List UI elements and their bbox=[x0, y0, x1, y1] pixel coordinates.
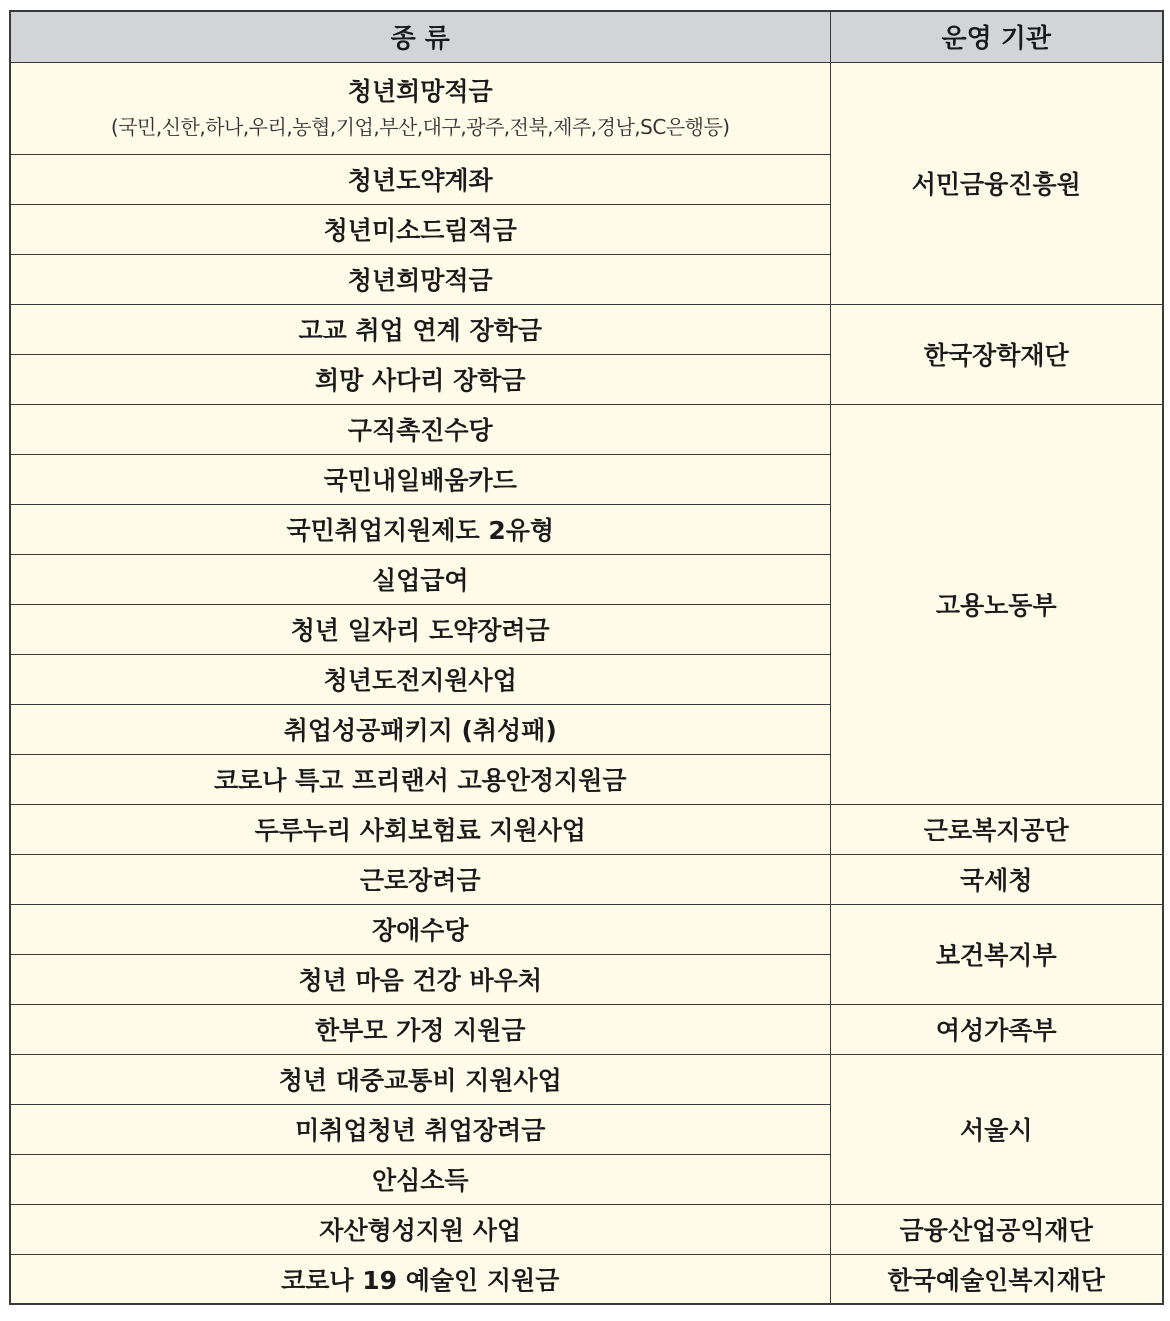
type-cell: 실업급여 bbox=[10, 554, 830, 604]
table-row bbox=[10, 304, 1163, 354]
org-cell: 한국예술인복지재단 bbox=[830, 1254, 1163, 1304]
type-cell: 청년 대중교통비 지원사업 bbox=[10, 1054, 830, 1104]
type-cell bbox=[10, 62, 830, 154]
type-name: 청년희망적금 bbox=[347, 76, 493, 106]
table-row bbox=[10, 904, 1163, 954]
org-column-header: 운영 기관 bbox=[830, 11, 1163, 62]
type-cell: 근로장려금 bbox=[10, 854, 830, 904]
type-cell: 국민내일배움카드 bbox=[10, 454, 830, 504]
org-cell: 근로복지공단 bbox=[830, 804, 1163, 854]
org-cell: 국세청 bbox=[830, 854, 1163, 904]
type-cell: 미취업청년 취업장려금 bbox=[10, 1104, 830, 1154]
type-cell: 장애수당 bbox=[10, 904, 830, 954]
table-row bbox=[10, 1004, 1163, 1054]
type-cell: 희망 사다리 장학금 bbox=[10, 354, 830, 404]
type-column-header: 종 류 bbox=[10, 11, 830, 62]
type-cell: 청년도전지원사업 bbox=[10, 654, 830, 704]
org-cell: 서울시 bbox=[830, 1054, 1163, 1204]
org-cell: 서민금융진흥원 bbox=[830, 62, 1163, 304]
bank-list-note: (국민,신한,하나,우리,농협,기업,부산,대구,광주,전북,제주,경남,SC은행등) bbox=[110, 115, 730, 140]
type-cell: 코로나 특고 프리랜서 고용안정지원금 bbox=[10, 754, 830, 804]
org-cell: 금융산업공익재단 bbox=[830, 1204, 1163, 1254]
org-cell: 고용노동부 bbox=[830, 404, 1163, 804]
type-cell: 한부모 가정 지원금 bbox=[10, 1004, 830, 1054]
org-cell: 한국장학재단 bbox=[830, 304, 1163, 404]
type-cell: 청년희망적금 bbox=[10, 254, 830, 304]
type-cell: 청년 마음 건강 바우처 bbox=[10, 954, 830, 1004]
type-cell: 고교 취업 연계 장학금 bbox=[10, 304, 830, 354]
table-row bbox=[10, 804, 1163, 854]
type-cell: 두루누리 사회보험료 지원사업 bbox=[10, 804, 830, 854]
type-cell: 취업성공패키지 (취성패) bbox=[10, 704, 830, 754]
header-row bbox=[10, 11, 1163, 62]
type-cell: 구직촉진수당 bbox=[10, 404, 830, 454]
policy-table bbox=[9, 10, 1164, 1305]
type-cell: 자산형성지원 사업 bbox=[10, 1204, 830, 1254]
table-row bbox=[10, 62, 1163, 154]
type-cell: 청년 일자리 도약장려금 bbox=[10, 604, 830, 654]
org-cell: 보건복지부 bbox=[830, 904, 1163, 1004]
table-row bbox=[10, 1204, 1163, 1254]
org-cell: 여성가족부 bbox=[830, 1004, 1163, 1054]
type-cell: 코로나 19 예술인 지원금 bbox=[10, 1254, 830, 1304]
table-row bbox=[10, 854, 1163, 904]
table-row bbox=[10, 404, 1163, 454]
table-row bbox=[10, 1254, 1163, 1304]
type-cell: 안심소득 bbox=[10, 1154, 830, 1204]
type-cell: 청년도약계좌 bbox=[10, 154, 830, 204]
table-row bbox=[10, 1054, 1163, 1104]
type-cell: 청년미소드림적금 bbox=[10, 204, 830, 254]
type-cell: 국민취업지원제도 2유형 bbox=[10, 504, 830, 554]
